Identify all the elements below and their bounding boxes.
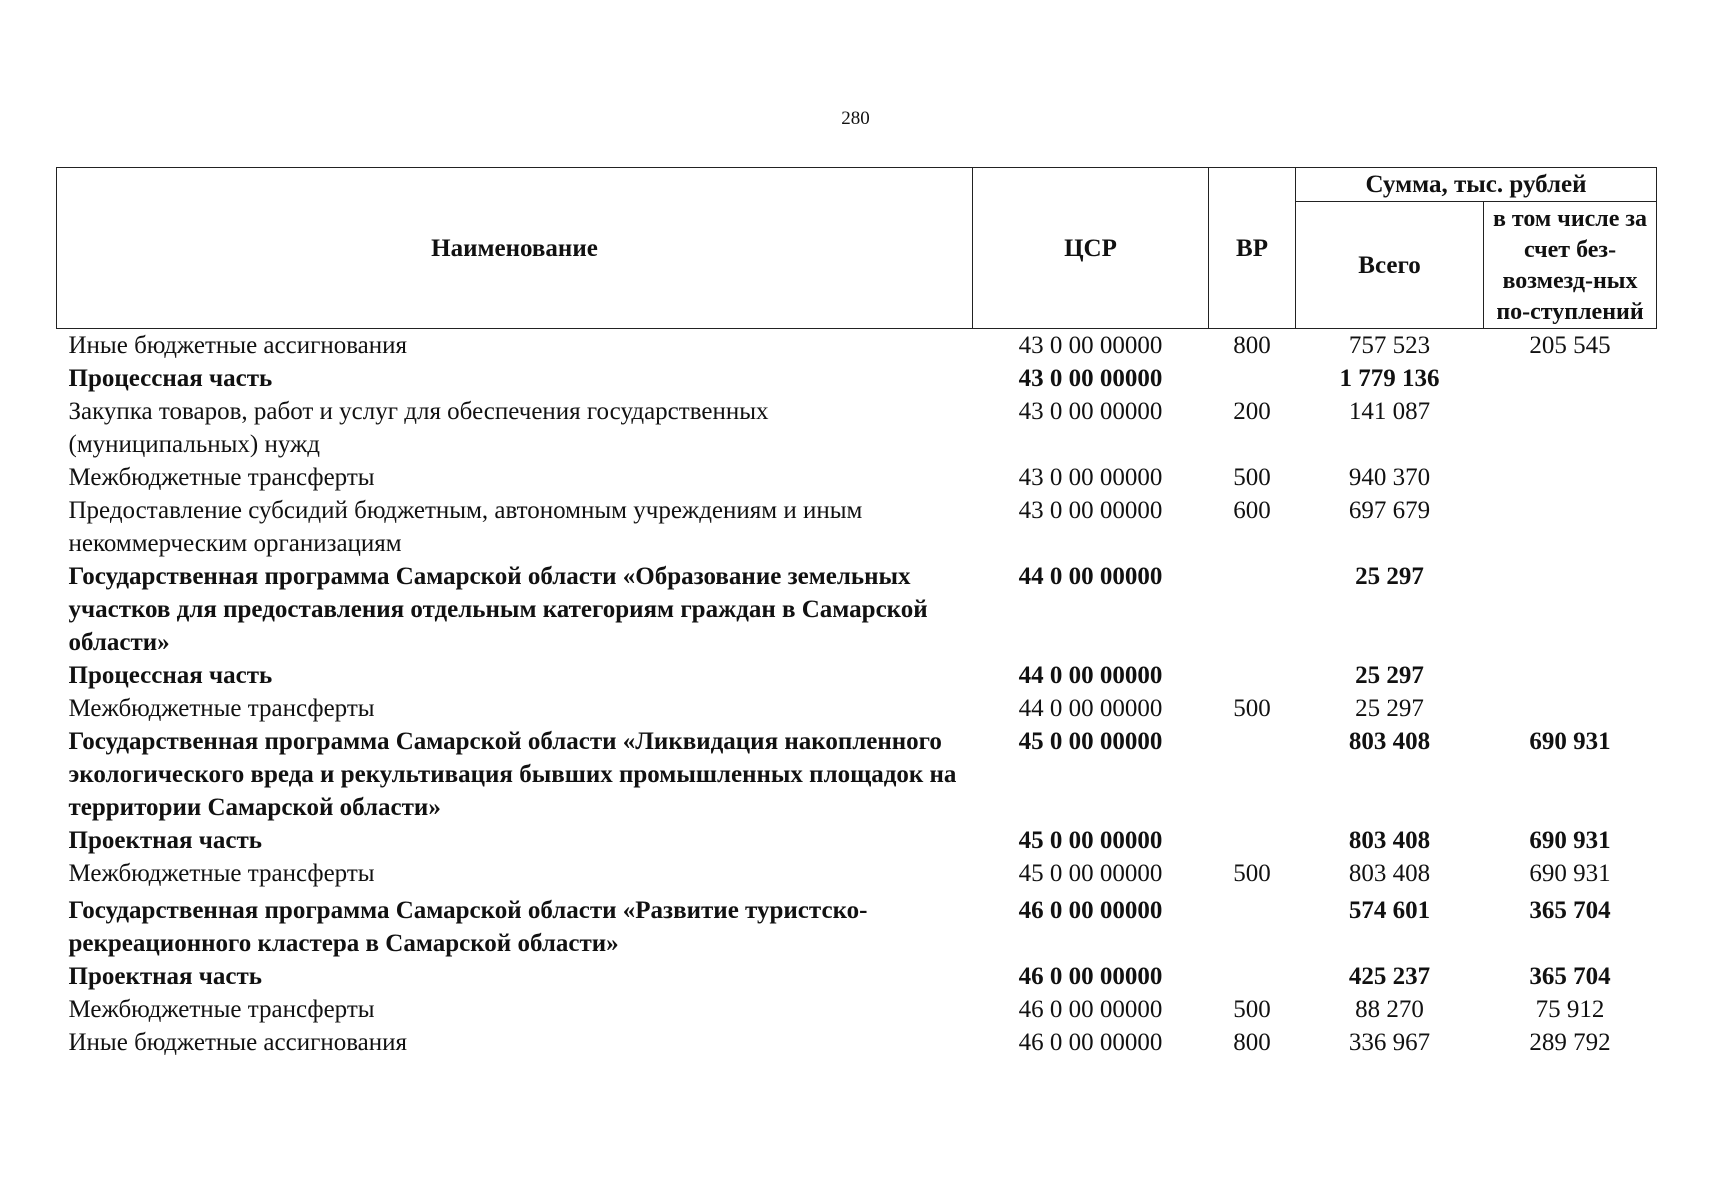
row-free-receipts	[1484, 659, 1657, 692]
row-vr	[1209, 725, 1296, 824]
row-total: 25 297	[1355, 695, 1424, 722]
row-name: Проектная часть	[68, 827, 263, 854]
table-row	[57, 329, 1657, 363]
table-row	[57, 362, 1657, 395]
header-sum-group: Сумма, тыс. рублей	[1296, 168, 1657, 202]
table-row	[57, 395, 1657, 461]
row-vr	[1209, 890, 1296, 960]
row-name: Проектная часть	[68, 963, 263, 990]
row-vr: 500	[1233, 996, 1271, 1023]
table-row	[57, 960, 1657, 993]
table-row	[57, 659, 1657, 692]
row-name: Межбюджетные трансферты	[68, 695, 375, 722]
row-free-receipts: 289 792	[1529, 1029, 1611, 1056]
row-csr: 43 0 00 00000	[1018, 497, 1163, 524]
header-vr: ВР	[1209, 168, 1296, 329]
row-vr: 600	[1233, 497, 1271, 524]
header-name: Наименование	[57, 168, 973, 329]
table-body	[57, 329, 1657, 1060]
row-vr	[1209, 362, 1296, 395]
row-vr	[1209, 960, 1296, 993]
row-csr: 44 0 00 00000	[1018, 563, 1163, 590]
row-free-receipts	[1484, 461, 1657, 494]
header-total: Всего	[1296, 202, 1484, 329]
row-csr: 46 0 00 00000	[1018, 1029, 1163, 1056]
row-free-receipts	[1484, 494, 1657, 560]
row-vr: 200	[1233, 398, 1271, 425]
row-total: 88 270	[1355, 996, 1424, 1023]
row-name: Государственная программа Самарской области «Образование земельных участков для предоставления отдельным категориям граждан в Самарской области»	[68, 563, 928, 656]
row-name: Иные бюджетные ассигнования	[68, 332, 408, 359]
row-free-receipts	[1484, 692, 1657, 725]
header-csr: ЦСР	[973, 168, 1209, 329]
table-row	[57, 725, 1657, 824]
row-vr	[1209, 659, 1296, 692]
budget-table	[56, 167, 1657, 1059]
row-csr: 46 0 00 00000	[1018, 963, 1163, 990]
row-csr: 44 0 00 00000	[1018, 695, 1163, 722]
row-vr: 500	[1233, 695, 1271, 722]
row-free-receipts	[1484, 560, 1657, 659]
row-csr: 43 0 00 00000	[1018, 464, 1163, 491]
row-free-receipts	[1484, 362, 1657, 395]
row-free-receipts: 365 704	[1529, 963, 1611, 990]
table-row	[57, 890, 1657, 960]
row-total: 425 237	[1348, 963, 1431, 990]
table-row	[57, 993, 1657, 1026]
row-free-receipts: 690 931	[1529, 827, 1611, 854]
row-name: Процессная часть	[68, 365, 273, 392]
table-row	[57, 560, 1657, 659]
table-row	[57, 692, 1657, 725]
row-name: Межбюджетные трансферты	[68, 860, 375, 887]
row-vr	[1209, 560, 1296, 659]
row-csr: 45 0 00 00000	[1018, 827, 1163, 854]
row-csr: 43 0 00 00000	[1018, 332, 1163, 359]
row-free-receipts: 690 931	[1529, 860, 1611, 887]
row-free-receipts: 365 704	[1529, 897, 1611, 924]
row-total: 803 408	[1348, 860, 1431, 887]
row-total: 336 967	[1348, 1029, 1431, 1056]
row-vr	[1209, 824, 1296, 857]
table-row	[57, 824, 1657, 857]
header-free-receipts: в том числе за счет без-возмезд-ных по-ступлений	[1484, 202, 1657, 329]
table-row	[57, 857, 1657, 890]
row-free-receipts	[1484, 395, 1657, 461]
row-total: 574 601	[1348, 897, 1431, 924]
row-csr: 44 0 00 00000	[1018, 662, 1163, 689]
row-name: Государственная программа Самарской области «Развитие туристско-рекреационного кластера в Самарской области»	[68, 897, 868, 957]
row-name: Предоставление субсидий бюджетным, автономным учреждениям и иным некоммерческим организациям	[68, 497, 863, 557]
row-total: 757 523	[1348, 332, 1431, 359]
page-number: 280	[841, 108, 870, 129]
row-total: 940 370	[1348, 464, 1431, 491]
row-total: 1 779 136	[1339, 365, 1440, 392]
row-total: 141 087	[1348, 398, 1431, 425]
row-csr: 46 0 00 00000	[1018, 897, 1163, 924]
row-total: 25 297	[1355, 563, 1424, 590]
row-name: Иные бюджетные ассигнования	[68, 1029, 408, 1056]
row-total: 803 408	[1348, 827, 1431, 854]
table-header	[57, 168, 1657, 329]
row-name: Закупка товаров, работ и услуг для обеспечения государственных (муниципальных) нужд	[68, 398, 769, 458]
row-free-receipts: 75 912	[1535, 996, 1605, 1023]
table-row	[57, 494, 1657, 560]
row-csr: 43 0 00 00000	[1018, 398, 1163, 425]
row-vr: 500	[1233, 860, 1271, 887]
row-name: Межбюджетные трансферты	[68, 464, 375, 491]
row-csr: 46 0 00 00000	[1018, 996, 1163, 1023]
row-total: 697 679	[1348, 497, 1431, 524]
table-row	[57, 461, 1657, 494]
row-vr: 800	[1233, 1029, 1271, 1056]
row-free-receipts: 690 931	[1529, 728, 1611, 755]
row-name: Государственная программа Самарской области «Ликвидация накопленного экологического вреда и рекультивация бывших промышленных площадок на территории Самарской области»	[68, 728, 957, 821]
row-csr: 43 0 00 00000	[1018, 365, 1163, 392]
row-name: Процессная часть	[68, 662, 273, 689]
row-vr: 500	[1233, 464, 1271, 491]
row-csr: 45 0 00 00000	[1018, 728, 1163, 755]
row-name: Межбюджетные трансферты	[68, 996, 375, 1023]
row-free-receipts: 205 545	[1529, 332, 1611, 359]
row-csr: 45 0 00 00000	[1018, 860, 1163, 887]
row-vr: 800	[1233, 332, 1271, 359]
table-row	[57, 1026, 1657, 1059]
row-total: 25 297	[1355, 662, 1424, 689]
row-total: 803 408	[1348, 728, 1431, 755]
